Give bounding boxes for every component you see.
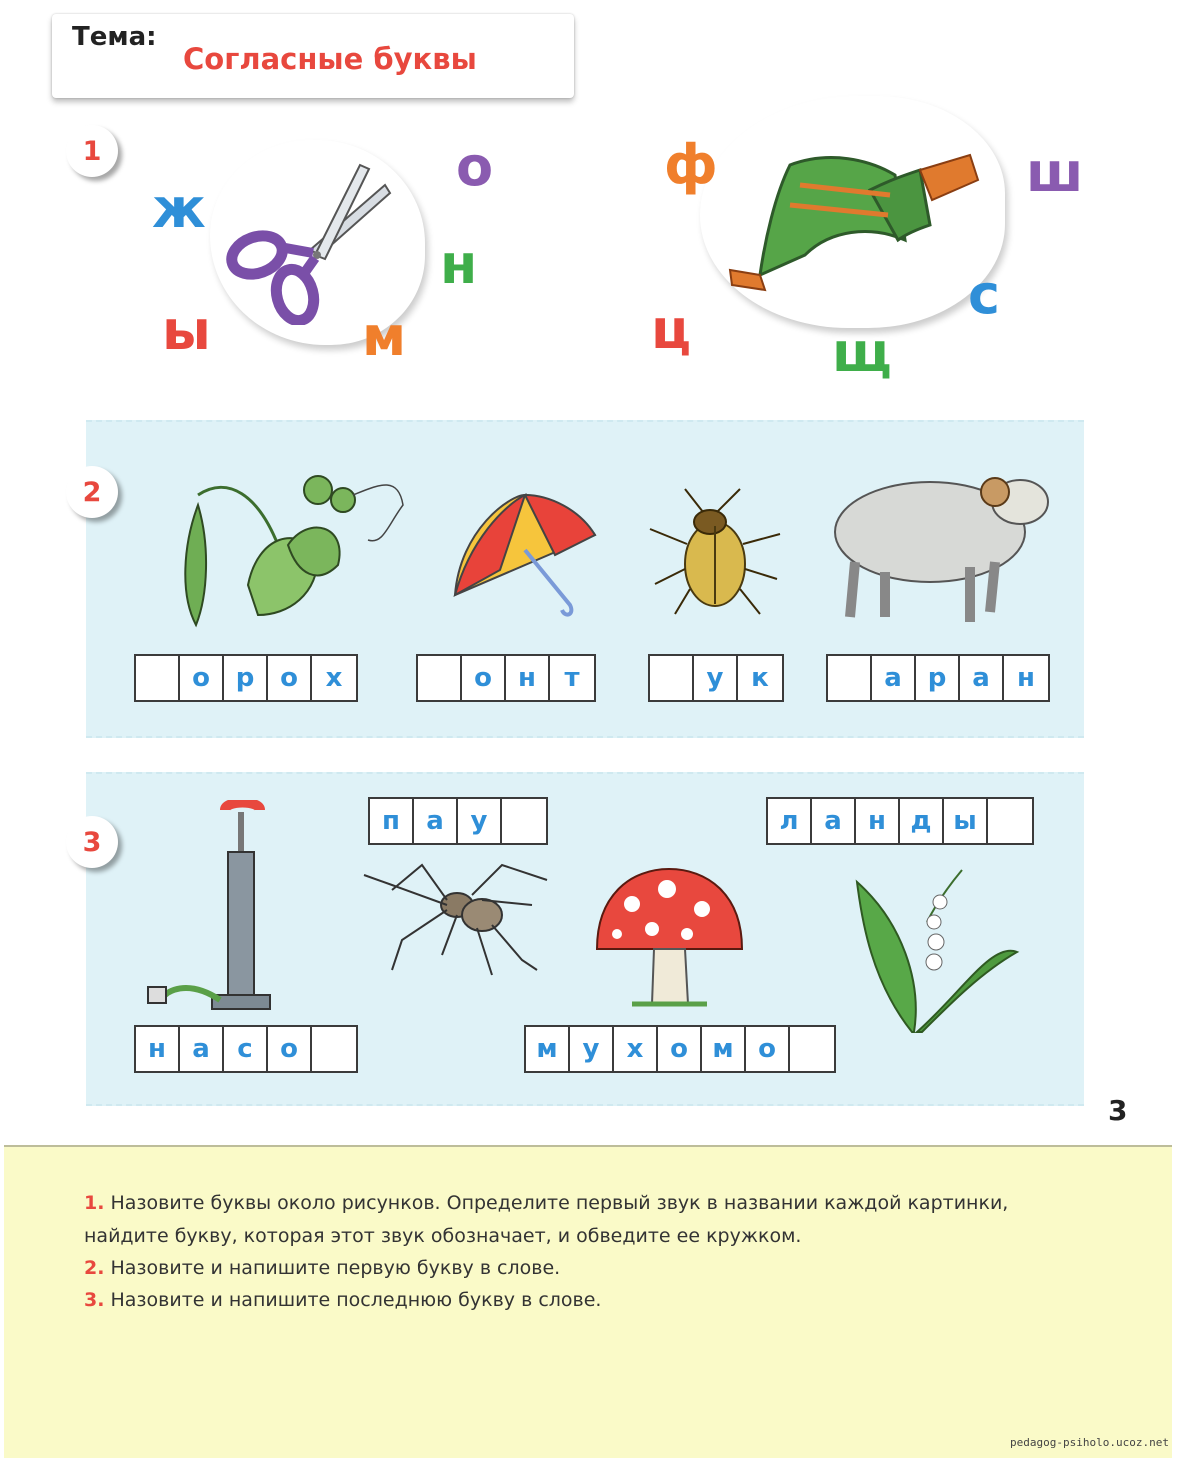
- letter-cell: у: [570, 1027, 614, 1071]
- instructions-panel: [4, 1145, 1172, 1458]
- letter-cell: о: [268, 656, 312, 700]
- task2-number: 2: [66, 466, 118, 518]
- topic-title: Согласные буквы: [183, 42, 477, 76]
- answer-cell[interactable]: [136, 656, 180, 700]
- letter-ts[interactable]: ц: [651, 298, 692, 361]
- letter-cell: с: [224, 1027, 268, 1071]
- instruction-2: 2. Назовите и напишите первую букву в слове.: [84, 1257, 561, 1279]
- lily-of-the-valley-icon: [852, 862, 1022, 1034]
- answer-cell[interactable]: [988, 799, 1032, 843]
- letter-cell: м: [526, 1027, 570, 1071]
- pump-icon: [140, 800, 300, 1025]
- topic-card: [52, 14, 574, 98]
- letter-n[interactable]: н: [440, 233, 478, 296]
- answer-cell[interactable]: [502, 799, 546, 843]
- letter-y[interactable]: ы: [162, 299, 211, 362]
- answer-cell[interactable]: [828, 656, 872, 700]
- letter-cell: а: [960, 656, 1004, 700]
- letter-cell: л: [768, 799, 812, 843]
- answer-cell[interactable]: [312, 1027, 356, 1071]
- page-number: 3: [1108, 1094, 1128, 1127]
- beetle-icon: [645, 484, 785, 619]
- task3-word-pump: [134, 1025, 358, 1073]
- letter-cell: н: [856, 799, 900, 843]
- letter-cell: к: [751, 663, 769, 693]
- letter-shch[interactable]: щ: [832, 321, 892, 384]
- task2-word2: [416, 654, 596, 702]
- letter-o[interactable]: о: [456, 135, 494, 198]
- letter-s[interactable]: с: [968, 263, 1001, 326]
- ram-icon: [830, 462, 1060, 627]
- task2-word3: [648, 654, 784, 702]
- scissors-icon: [225, 155, 405, 325]
- answer-cell[interactable]: [790, 1027, 834, 1071]
- letter-cell: х: [614, 1027, 658, 1071]
- letter-f[interactable]: ф: [664, 133, 718, 196]
- letter-cell: а: [414, 799, 458, 843]
- letter-cell: о: [180, 656, 224, 700]
- task2-word4: [826, 654, 1050, 702]
- answer-cell[interactable]: [418, 656, 462, 700]
- letter-sh[interactable]: ш: [1026, 141, 1084, 204]
- instruction-1a: 1. Назовите буквы около рисунков. Определите первый звук в названии каждой картинки,: [84, 1192, 1009, 1214]
- letter-cell: а: [180, 1027, 224, 1071]
- letter-cell: р: [224, 656, 268, 700]
- watermark: pedagog-psiholo.ucoz.net: [1010, 1436, 1169, 1449]
- peas-icon: [168, 465, 408, 635]
- letter-cell: ы: [944, 799, 988, 843]
- letter-cell: о: [658, 1027, 702, 1071]
- letter-cell: о: [462, 656, 506, 700]
- letter-cell: х: [325, 663, 343, 693]
- letter-cell: р: [916, 656, 960, 700]
- spider-icon: [362, 860, 552, 980]
- letter-cell: п: [370, 799, 414, 843]
- topic-label: Тема:: [72, 22, 157, 52]
- letter-cell: у: [694, 656, 738, 700]
- letter-cell: о: [746, 1027, 790, 1071]
- letter-m[interactable]: м: [362, 305, 407, 368]
- task2-word1: [134, 654, 358, 702]
- instruction-1b: найдите букву, которая этот звук обозначает, и обведите ее кружком.: [84, 1225, 802, 1247]
- letter-cell: н: [136, 1027, 180, 1071]
- letter-cell: у: [458, 799, 502, 843]
- task3-number: 3: [66, 816, 118, 868]
- letter-cell: н: [1017, 663, 1035, 693]
- letter-cell: а: [872, 656, 916, 700]
- mushroom-icon: [592, 864, 747, 1014]
- letter-cell: о: [268, 1027, 312, 1071]
- task3-word-lily: [766, 797, 1034, 845]
- task3-word-spider: [368, 797, 548, 845]
- letter-zh[interactable]: ж: [152, 177, 206, 240]
- letter-cell: т: [564, 663, 580, 693]
- letter-cell: м: [702, 1027, 746, 1071]
- task1-number: 1: [66, 125, 118, 177]
- letter-cell: д: [900, 799, 944, 843]
- instruction-3: 3. Назовите и напишите последнюю букву в слове.: [84, 1289, 602, 1311]
- answer-cell[interactable]: [650, 656, 694, 700]
- task3-word-mushroom: [524, 1025, 836, 1073]
- letter-cell: а: [812, 799, 856, 843]
- umbrella-icon: [450, 490, 600, 620]
- scarf-icon: [720, 145, 985, 295]
- letter-cell: н: [506, 656, 550, 700]
